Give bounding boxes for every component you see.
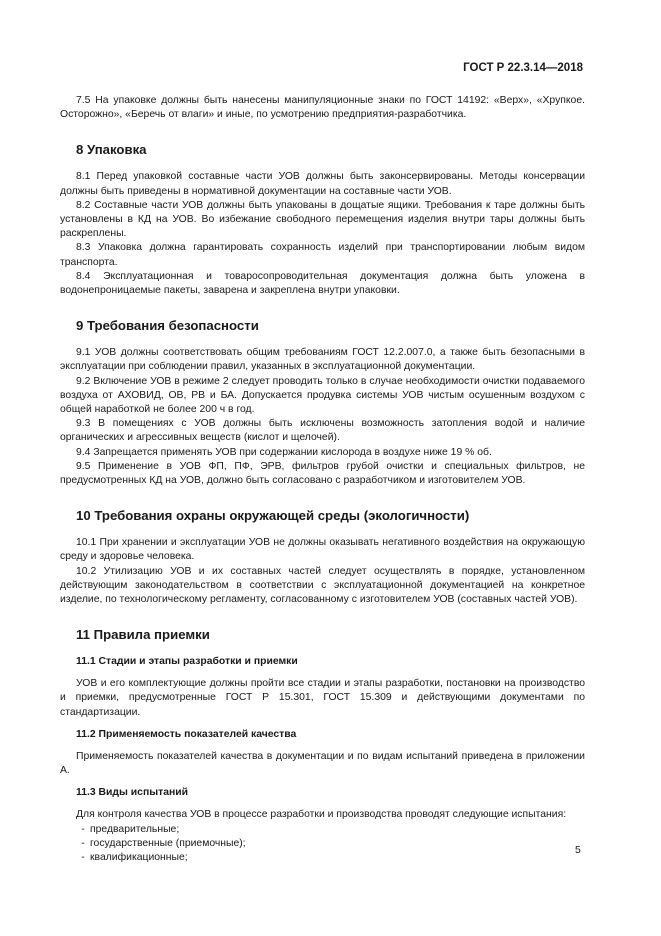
paragraph-11-3: Для контроля качества УОВ в процессе разработки и производства проводят следующие испытания: [76, 809, 567, 821]
list-item: - квалификационные; [81, 851, 188, 863]
section-8-title: 8 Упаковка [76, 142, 147, 158]
paragraph-8-2: 8.2 Составные части УОВ должны быть упакованы в дощатые ящики. Требования к таре должны быть установлены в КД на УОВ. Во избежание свободного перемещения изделия внутри тары должны быть раскреплены. [60, 199, 585, 240]
paragraph-9-2: 9.2 Включение УОВ в режиме 2 следует проводить только в случае необходимости очистки подаваемого воздуха от АХОВИД, ОВ, РВ и БА. Допускается продувка системы УОВ чистым осушенным воздухом с общей наработкой не более 200 ч в год. [60, 375, 585, 416]
subsection-11-3-title: 11.3 Виды испытаний [76, 787, 189, 799]
section-10-title: 10 Требования охраны окружающей среды (экологичности) [76, 508, 470, 524]
list-item: - государственные (приемочные); [81, 837, 246, 849]
paragraph-9-4: 9.4 Запрещается применять УОВ при содержании кислорода в воздухе ниже 19 % об. [76, 446, 492, 458]
section-9-title: 9 Требования безопасности [76, 318, 259, 334]
paragraph-8-4: 8.4 Эксплуатационная и товаросопроводительная документация должна быть уложена в водонепроницаемые пакеты, заварена и закреплена внутри упаковки. [60, 270, 585, 297]
document-header: ГОСТ Р 22.3.14—2018 [463, 62, 583, 74]
list-item: - предварительные; [81, 823, 180, 835]
paragraph-8-1: 8.1 Перед упаковкой составные части УОВ должны быть законсервированы. Методы консервации должны быть приведены в нормативной документации на составные части УОВ. [60, 171, 585, 197]
page-number: 5 [575, 845, 581, 856]
paragraph-9-5: 9.5 Применение в УОВ ФП, ПФ, ЭРВ, фильтров грубой очистки и специальных фильтров, не предусмотренных КД на УОВ, должно быть согласовано с разработчиком и изготовителем УОВ. [60, 460, 585, 487]
paragraph-8-3: 8.3 Упаковка должна гарантировать сохранность изделий при транспортировании любым видом транспорта. [60, 242, 585, 268]
subsection-11-1-title: 11.1 Стадии и этапы разработки и приемки [76, 656, 298, 668]
paragraph-10-1: 10.1 При хранении и эксплуатации УОВ не должны оказывать негативного воздействия на окружающую среду и здоровье человека. [60, 537, 585, 563]
subsection-11-2-title: 11.2 Применяемость показателей качества [76, 728, 297, 740]
paragraph-9-3: 9.3 В помещениях с УОВ должны быть исключены возможность затопления водой и наличие органических и агрессивных веществ (кислот и щелочей). [60, 418, 585, 444]
paragraph-11-2: Применяемость показателей качества в документации и по видам испытаний приведена в приложении А. [60, 750, 585, 777]
page-content [60, 94, 585, 865]
paragraph-9-1: 9.1 УОВ должны соответствовать общим требованиям ГОСТ 12.2.007.0, а также быть безопасными в эксплуатации при соблюдении правил, указанных в эксплуатационной документации. [60, 347, 585, 373]
paragraph-11-1: УОВ и его комплектующие должны пройти все стадии и этапы разработки, постановки на производство и приемки, предусмотренные ГОСТ Р 15.301, ГОСТ 15.309 и действующими документами по стандартизации. [60, 678, 585, 718]
paragraph-10-2: 10.2 Утилизацию УОВ и их составных частей следует осуществлять в порядке, установленном действующим законодательством в соответствии с эксплуатационной документацией на конкретное изделие, по технологическому регламенту, согласованному с изготовителем УОВ (составных частей УОВ). [60, 565, 585, 606]
section-11-title: 11 Правила приемки [76, 627, 210, 643]
paragraph-7-5: 7.5 На упаковке должны быть нанесены манипуляционные знаки по ГОСТ 14192: «Верх», «Хрупкое. Осторожно», «Беречь от влаги» и иные, по усмотрению предприятия-разработчика. [60, 95, 585, 121]
